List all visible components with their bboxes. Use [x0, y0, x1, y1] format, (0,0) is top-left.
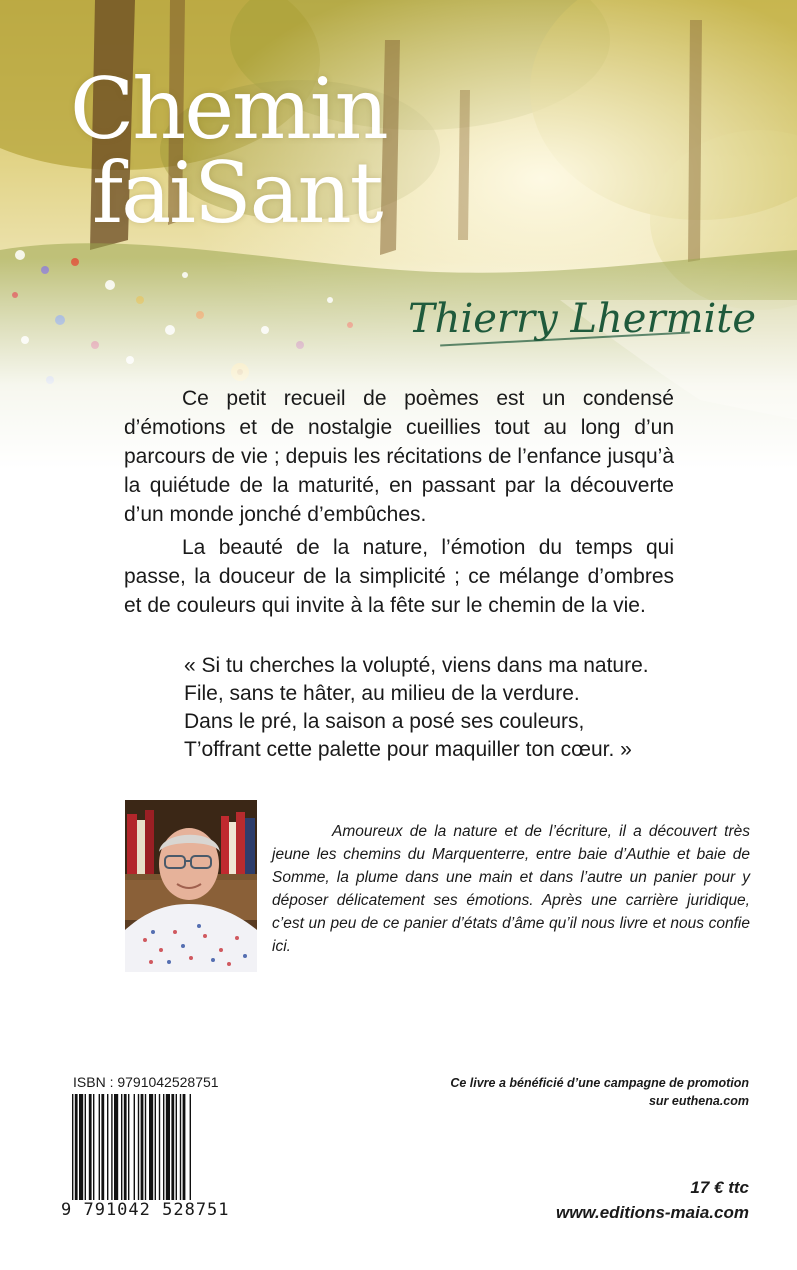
barcode-bar: [99, 1094, 100, 1202]
barcode-bar: [72, 1094, 73, 1212]
summary-text: [124, 384, 674, 624]
summary-paragraph: Ce petit recueil de poèmes est un condensé d’émotions et de nostalgie cueillies tout au long d’un parcours de vie ; depuis les récitations de l’enfance jusqu’à la quiétude de la maturité, en passant par la découverte d’un monde jonché d’embûches.: [124, 387, 674, 526]
poem-line: File, sans te hâter, au milieu de la verdure.: [184, 682, 580, 705]
barcode-bar: [163, 1094, 164, 1202]
price-label: 17 € ttc: [690, 1178, 749, 1197]
barcode-number: 9 791042 528751: [61, 1200, 230, 1220]
barcode-bar: [93, 1094, 94, 1202]
barcode-bar: [89, 1094, 92, 1202]
barcode-bar: [124, 1094, 127, 1202]
poem-line: T’offrant cette palette pour maquiller ton cœur. »: [184, 738, 632, 761]
barcode-bar: [145, 1094, 146, 1202]
barcode-bar: [138, 1094, 139, 1202]
poem-line: « Si tu cherches la volupté, viens dans ma nature.: [184, 654, 649, 677]
summary-paragraph: La beauté de la nature, l’émotion du temps qui passe, la douceur de la simplicité ; ce mélange d’ombres et de couleurs qui invite à la fête sur le chemin de la vie.: [124, 536, 674, 617]
publisher-website: www.editions-maia.com: [555, 1203, 749, 1222]
barcode-bar: [79, 1094, 83, 1202]
promotion-note: [389, 1074, 749, 1110]
promo-line: Ce livre a bénéficié d’une campagne de promotion: [450, 1076, 749, 1090]
barcode-digits: [60, 1200, 235, 1224]
barcode-bar: [101, 1094, 104, 1202]
barcode-bar: [176, 1094, 177, 1202]
barcode-bar: [114, 1094, 118, 1202]
barcode-bar: [159, 1094, 160, 1202]
barcode-bar: [149, 1094, 153, 1202]
barcode-bar: [155, 1094, 156, 1202]
promo-line: sur euthena.com: [648, 1094, 749, 1108]
author-biography: [272, 820, 750, 958]
barcode-bar: [180, 1094, 181, 1202]
poem-excerpt: [184, 652, 684, 764]
barcode-bar: [171, 1094, 174, 1202]
barcode-bar: [111, 1094, 112, 1202]
bio-paragraph: Amoureux de la nature et de l’écriture, il a découvert très jeune les chemins du Marquenterre, entre baie d’Authie et baie de Somme, la plume dans une main et dans l’autre un panier pour y déposer délicatement ses émotions. Après une carrière juridique, c’est un peu de ce panier d’états d’âme qu’il nous livre et nous confie ici.: [272, 823, 750, 955]
author-signature: Thierry Lhermite: [408, 296, 757, 342]
barcode-bar: [190, 1094, 191, 1212]
barcode-bar: [134, 1094, 135, 1202]
poem-line: Dans le pré, la saison a posé ses couleurs,: [184, 710, 585, 733]
barcode-bar: [183, 1094, 186, 1212]
isbn-label: ISBN : 9791042528751: [73, 1074, 219, 1090]
title-line-2: faiSant: [92, 144, 382, 242]
barcode-bar: [75, 1094, 78, 1212]
barcode-bar: [85, 1094, 86, 1202]
barcode-bar: [107, 1094, 108, 1202]
barcode-bar: [121, 1094, 122, 1202]
barcode-bar: [128, 1094, 129, 1202]
book-title: [70, 60, 430, 240]
author-photo: [125, 800, 257, 972]
title-line-1: Chemin: [70, 60, 387, 158]
barcode-bar: [141, 1094, 144, 1202]
barcode-bar: [166, 1094, 170, 1202]
